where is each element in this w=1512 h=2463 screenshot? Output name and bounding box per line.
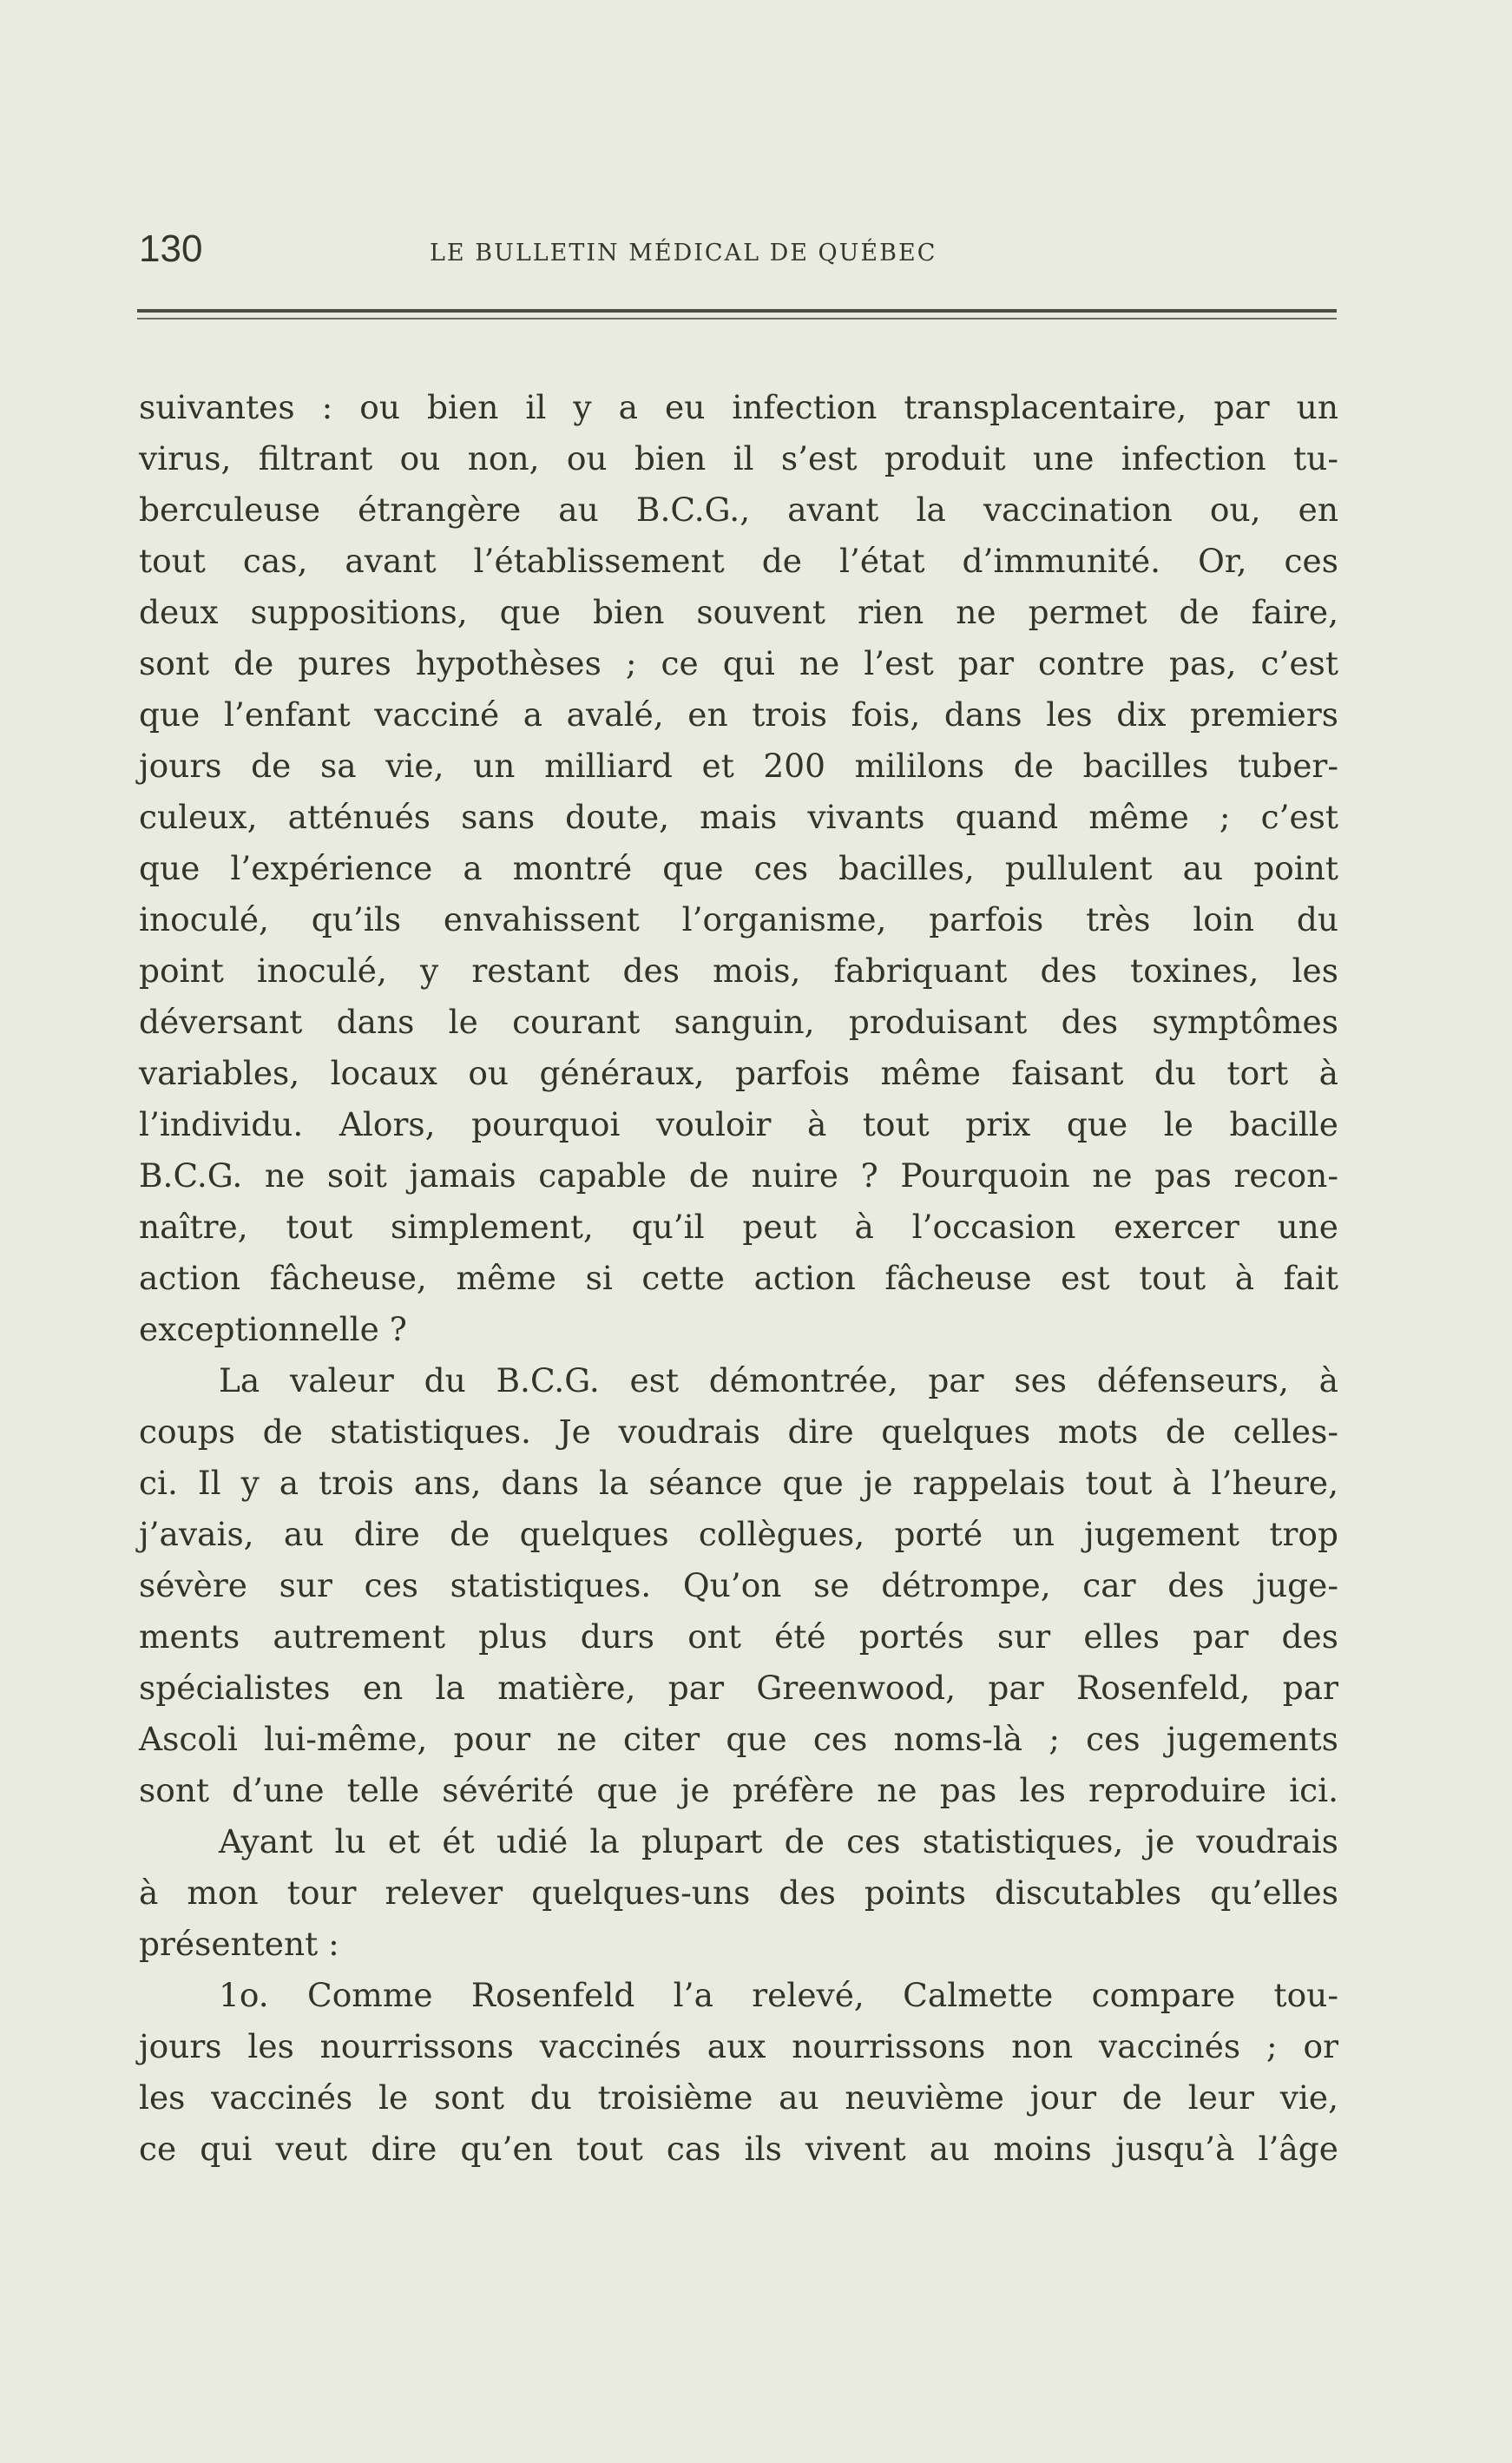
text-line: jours les nourrissons vaccinés aux nourrissons non vaccinés ; or <box>139 2027 1338 2065</box>
header-rule-thin <box>137 318 1337 319</box>
text-line: Ayant lu et ét udié la plupart de ces statistiques, je voudrais <box>219 1822 1338 1860</box>
header-rule-thick <box>137 309 1337 313</box>
text-line: Ascoli lui-même, pour ne citer que ces noms-là ; ces jugements <box>139 1720 1338 1758</box>
text-line: sont d’une telle sévérité que je préfère ne pas les reproduire ici. <box>139 1771 1338 1809</box>
text-line: culeux, atténués sans doute, mais vivants quand même ; c’est <box>139 798 1338 836</box>
text-line: à mon tour relever quelques-uns des points discutables qu’elles <box>139 1874 1338 1912</box>
text-line: inoculé, qu’ils envahissent l’organisme, parfois très loin du <box>139 900 1338 938</box>
running-title: LE BULLETIN MÉDICAL DE QUÉBEC <box>430 240 937 267</box>
text-line: sont de pures hypothèses ; ce qui ne l’est par contre pas, c’est <box>139 644 1338 682</box>
text-line: les vaccinés le sont du troisième au neuvième jour de leur vie, <box>139 2078 1338 2117</box>
text-line: 1o. Comme Rosenfeld l’a relevé, Calmette compare tou- <box>219 1976 1338 2014</box>
text-line: B.C.G. ne soit jamais capable de nuire ? Pourquoin ne pas recon- <box>139 1156 1338 1195</box>
text-line: spécialistes en la matière, par Greenwood, par Rosenfeld, par <box>139 1669 1338 1707</box>
text-line: que l’enfant vacciné a avalé, en trois fois, dans les dix premiers <box>139 695 1338 734</box>
text-line: sévère sur ces statistiques. Qu’on se détrompe, car des juge- <box>139 1566 1338 1604</box>
text-line: berculeuse étrangère au B.C.G., avant la vaccination ou, en <box>139 491 1338 529</box>
text-line: déversant dans le courant sanguin, produisant des symptômes <box>139 1003 1338 1041</box>
text-line: présentent : <box>139 1925 339 1963</box>
text-line: ments autrement plus durs ont été portés sur elles par des <box>139 1617 1338 1656</box>
text-line: ci. Il y a trois ans, dans la séance que je rappelais tout à l’heure, <box>139 1464 1338 1502</box>
text-line: tout cas, avant l’établissement de l’état d’immunité. Or, ces <box>139 542 1338 580</box>
page-header <box>139 227 1337 280</box>
text-line: j’avais, au dire de quelques collègues, porté un jugement trop <box>139 1515 1338 1553</box>
text-line: variables, locaux ou généraux, parfois même faisant du tort à <box>139 1054 1338 1092</box>
text-line: deux suppositions, que bien souvent rien ne permet de faire, <box>139 593 1338 631</box>
text-line: jours de sa vie, un milliard et 200 mililons de bacilles tuber- <box>139 747 1338 785</box>
text-line: que l’expérience a montré que ces bacilles, pullulent au point <box>139 849 1338 887</box>
text-line: virus, filtrant ou non, ou bien il s’est produit une infection tu- <box>139 439 1338 477</box>
text-line: naître, tout simplement, qu’il peut à l’occasion exercer une <box>139 1208 1338 1246</box>
text-line: exceptionnelle ? <box>139 1310 407 1348</box>
body-text <box>139 382 1338 2175</box>
text-line: action fâcheuse, même si cette action fâcheuse est tout à fait <box>139 1259 1338 1297</box>
text-line: point inoculé, y restant des mois, fabriquant des toxines, les <box>139 952 1338 990</box>
text-line: ce qui veut dire qu’en tout cas ils vivent au moins jusqu’à l’âge <box>139 2130 1338 2168</box>
text-line: coups de statistiques. Je voudrais dire quelques mots de celles- <box>139 1413 1338 1451</box>
text-line: suivantes : ou bien il y a eu infection transplacentaire, par un <box>139 388 1338 426</box>
page-number: 130 <box>139 227 203 270</box>
text-line: La valeur du B.C.G. est démontrée, par ses défenseurs, à <box>219 1361 1338 1399</box>
text-line: l’individu. Alors, pourquoi vouloir à tout prix que le bacille <box>139 1105 1338 1143</box>
